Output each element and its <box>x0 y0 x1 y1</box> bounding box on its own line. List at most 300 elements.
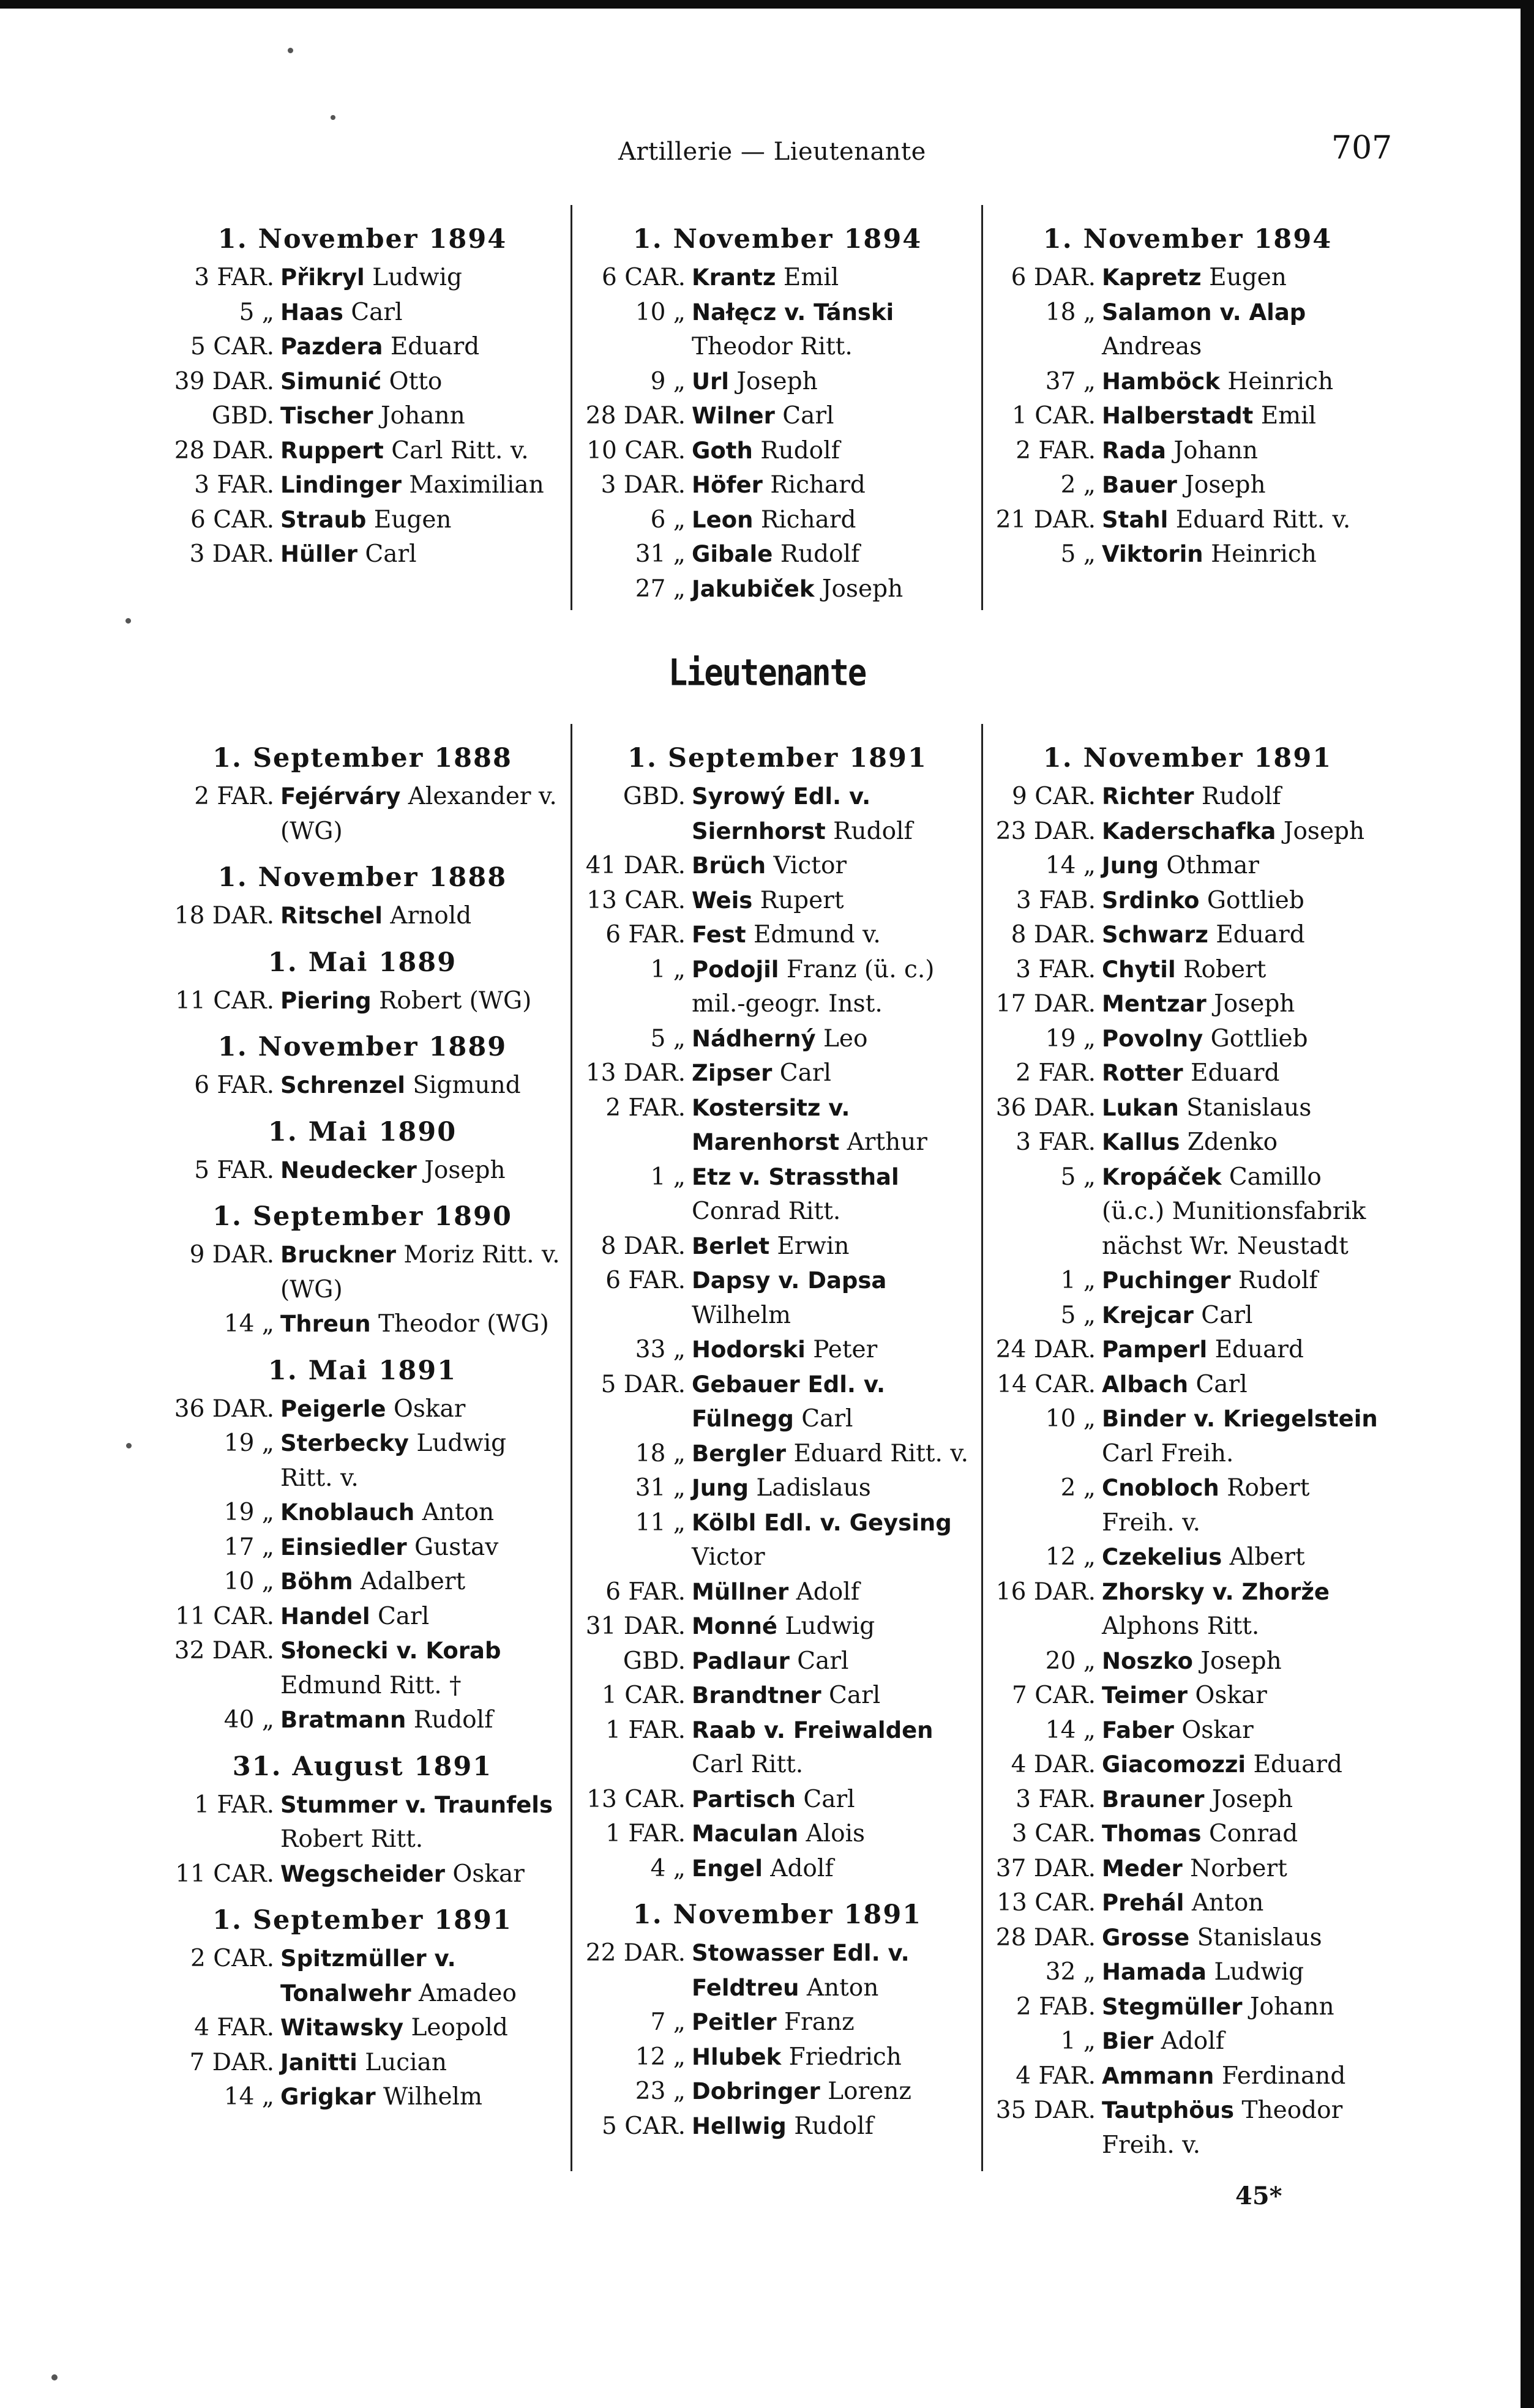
officer-given-name: Anton <box>806 1974 879 2002</box>
officer-given-name: Gustav <box>414 1533 499 1561</box>
officer-surname: Weis <box>692 887 753 914</box>
officer-surname: Srdinko <box>1102 887 1200 914</box>
officer-name <box>692 2040 973 2075</box>
officer-surname: Přikryl <box>280 264 365 291</box>
officer-entry <box>582 2005 973 2040</box>
officer-surname: Brandtner <box>692 1682 821 1709</box>
officer-name <box>1102 2093 1383 2163</box>
officer-name <box>692 1471 973 1506</box>
officer-surname: Ruppert <box>280 437 384 464</box>
officer-name <box>692 1679 973 1713</box>
unit-designation: 6 FAR. <box>605 921 686 949</box>
officer-surname: Wegscheider <box>280 1860 445 1887</box>
unit-designation: 37 DAR. <box>995 1854 1096 1882</box>
officer-entry <box>164 1565 561 1600</box>
officer-given-name: Zdenko <box>1187 1128 1278 1156</box>
officer-given-name: Eduard <box>390 333 480 360</box>
officer-surname: Monné <box>692 1613 778 1639</box>
officer-name <box>692 1852 973 1887</box>
officer-entry <box>992 1264 1383 1299</box>
officer-entry <box>582 1609 973 1644</box>
officer-surname: Raab v. Freiwalden <box>692 1717 933 1743</box>
officer-name <box>1102 1817 1383 1852</box>
officer-name <box>280 468 561 503</box>
officer-given-name: Rudolf <box>760 436 840 464</box>
unit-designation: 3 FAR. <box>194 264 274 291</box>
unit-designation: 23 DAR. <box>995 817 1096 845</box>
officer-entry <box>164 1307 561 1342</box>
officer-surname: Hlubek <box>692 2043 782 2070</box>
unit-designation: 3 FAR. <box>1016 1128 1096 1156</box>
scan-speck <box>125 618 131 624</box>
unit-designation: 2 FAR. <box>1016 1059 1096 1087</box>
unit-designation: 1 FAR. <box>605 1820 686 1847</box>
officer-entry <box>992 849 1383 884</box>
officer-name <box>692 1936 973 2005</box>
unit-designation: 11 CAR. <box>175 1860 274 1888</box>
officer-name <box>692 1056 973 1091</box>
officer-entry <box>582 2040 973 2075</box>
officer-name <box>692 1783 973 1817</box>
officer-surname: Cnobloch <box>1102 1475 1219 1501</box>
officer-entry <box>582 503 973 538</box>
unit-designation: 13 CAR. <box>586 1785 686 1813</box>
officer-entry <box>582 1091 973 1160</box>
officer-given-name: Leopold <box>411 2014 508 2041</box>
unit-designation: 6 FAR. <box>605 1267 686 1294</box>
officer-given-name: Eduard Ritt. v. <box>1175 505 1351 534</box>
unit-designation: 2 FAB. <box>1016 1992 1096 2021</box>
officer-name <box>280 261 561 296</box>
officer-given-name: Alphons Ritt. <box>1102 1612 1260 1640</box>
officer-entry <box>992 537 1383 572</box>
officer-surname: Albach <box>1102 1371 1189 1398</box>
officer-given-name: Richard <box>770 471 866 499</box>
officer-name <box>1102 261 1383 296</box>
officer-entry <box>992 434 1383 469</box>
officer-surname: Hamada <box>1102 1959 1207 1985</box>
scan-edge-right <box>1521 0 1534 2408</box>
unit-designation: GBD. <box>623 783 686 810</box>
officer-entry <box>992 918 1383 953</box>
unit-designation: 14 „ <box>223 1310 274 1338</box>
unit-designation: 40 „ <box>223 1706 274 1734</box>
officer-name <box>280 296 561 330</box>
officer-surname: Peitler <box>692 2009 777 2035</box>
officer-name <box>1102 2024 1383 2059</box>
officer-surname: Höfer <box>692 472 763 498</box>
unit-designation: 12 „ <box>635 2043 686 2071</box>
officer-entry <box>582 1229 973 1264</box>
officer-name <box>1102 468 1383 503</box>
unit-designation: 19 „ <box>223 1430 274 1457</box>
officer-entry <box>992 1852 1383 1887</box>
unit-designation: 9 DAR. <box>189 1241 274 1269</box>
unit-designation: 5 CAR. <box>190 333 274 360</box>
officer-entry <box>582 918 973 953</box>
officer-entry <box>582 1644 973 1679</box>
unit-designation: 1 „ <box>1060 2027 1096 2055</box>
unit-designation: 2 FAR. <box>605 1094 686 1122</box>
officer-entry <box>164 2080 561 2115</box>
unit-designation: 4 „ <box>650 1854 686 1882</box>
officer-name <box>280 899 561 934</box>
officer-entry <box>164 261 561 296</box>
officer-given-name: Rudolf <box>794 2112 874 2140</box>
officer-surname: Podojil <box>692 956 779 983</box>
officer-surname: Witawsky <box>280 2015 404 2041</box>
officer-entry <box>164 984 561 1019</box>
officer-name <box>692 399 973 434</box>
promotion-date-heading: 1. September 1888 <box>212 743 512 773</box>
officer-surname: Binder v. Kriegelstein <box>1102 1406 1378 1432</box>
officer-given-name: Eugen <box>1209 264 1287 291</box>
officer-name <box>1102 1402 1383 1471</box>
unit-designation: 20 „ <box>1045 1647 1096 1675</box>
officer-given-name: Andreas <box>1102 333 1202 360</box>
officer-given-name: Oskar <box>452 1860 525 1888</box>
officer-given-name: Carl Ritt. <box>692 1751 804 1778</box>
officer-name <box>692 1644 973 1679</box>
unit-designation: 1 „ <box>650 955 686 983</box>
unit-designation: 14 CAR. <box>997 1370 1096 1398</box>
officer-surname: Povolny <box>1102 1025 1203 1052</box>
unit-designation: 32 DAR. <box>174 1637 274 1664</box>
officer-surname: Mentzar <box>1102 991 1207 1017</box>
officer-surname: Pazdera <box>280 334 383 360</box>
unit-designation: 13 DAR. <box>585 1059 686 1087</box>
officer-surname: Bergler <box>692 1440 787 1467</box>
officer-entry <box>164 468 561 503</box>
officer-name <box>1102 365 1383 400</box>
officer-entry <box>164 1154 561 1188</box>
officer-name <box>692 296 973 365</box>
officer-given-name: Conrad Ritt. <box>692 1198 841 1225</box>
officer-entry <box>164 537 561 572</box>
officer-entry <box>992 780 1383 814</box>
officer-given-name: Joseph <box>1283 817 1365 845</box>
unit-designation: 28 DAR. <box>585 402 686 430</box>
unit-designation: 1 „ <box>650 1163 686 1191</box>
unit-designation: 14 „ <box>1045 852 1096 879</box>
unit-designation: 5 „ <box>1060 1163 1096 1191</box>
officer-given-name: Franz <box>784 2008 855 2036</box>
officer-entry <box>582 434 973 469</box>
unit-designation: 5 „ <box>1060 540 1096 568</box>
officer-name <box>692 1609 973 1644</box>
officer-surname: Haas <box>280 299 343 326</box>
officer-given-name: Conrad <box>1208 1820 1298 1847</box>
officer-surname: Hamböck <box>1102 368 1220 395</box>
officer-entry <box>164 330 561 365</box>
officer-entry <box>582 1679 973 1713</box>
list-column <box>582 740 973 2144</box>
officer-surname: Rada <box>1102 437 1166 464</box>
officer-entry <box>992 1091 1383 1126</box>
officer-entry <box>164 399 561 434</box>
officer-name <box>280 2080 561 2115</box>
officer-given-name: Joseph <box>1214 990 1295 1018</box>
promotion-date-heading: 1. November 1889 <box>217 1032 507 1062</box>
officer-entry <box>582 1437 973 1472</box>
officer-entry <box>164 1068 561 1103</box>
officer-given-name: Robert Freih. v. <box>1102 1474 1310 1537</box>
officer-name <box>1102 1056 1383 1091</box>
unit-designation: 31 DAR. <box>585 1612 686 1640</box>
officer-name <box>280 1426 561 1496</box>
officer-surname: Gibale <box>692 541 773 567</box>
officer-name <box>692 884 973 919</box>
unit-designation: 10 „ <box>223 1568 274 1595</box>
unit-designation: 33 „ <box>635 1336 686 1363</box>
officer-given-name: Emil <box>1260 402 1317 430</box>
officer-entry <box>164 1426 561 1496</box>
officer-given-name: Victor <box>773 852 847 879</box>
officer-name <box>280 2046 561 2081</box>
officer-surname: Stowasser Edl. v. Feldtreu <box>692 1940 910 2001</box>
officer-given-name: Wilhelm <box>692 1301 791 1329</box>
page-number: 707 <box>1331 130 1393 166</box>
unit-designation: 21 DAR. <box>995 505 1096 534</box>
officer-entry <box>992 296 1383 365</box>
officer-surname: Etz v. Strassthal <box>692 1163 899 1190</box>
unit-designation: 1 FAR. <box>605 1716 686 1744</box>
unit-designation: 11 „ <box>635 1508 686 1537</box>
officer-surname: Straub <box>280 506 367 533</box>
unit-designation: 6 CAR. <box>190 505 274 534</box>
officer-entry <box>582 1471 973 1506</box>
officer-name <box>692 2005 973 2040</box>
officer-surname: Lindinger <box>280 472 402 498</box>
unit-designation: 17 „ <box>223 1533 274 1561</box>
officer-entry <box>992 1125 1383 1160</box>
officer-entry <box>992 2024 1383 2059</box>
officer-entry <box>992 1471 1383 1540</box>
unit-designation: 18 DAR. <box>174 902 274 930</box>
officer-surname: Sterbecky <box>280 1430 409 1456</box>
officer-given-name: Ludwig <box>372 264 462 291</box>
officer-surname: Url <box>692 368 729 395</box>
officer-given-name: Gottlieb <box>1210 1024 1308 1053</box>
officer-given-name: Carl Ritt. v. <box>391 436 529 464</box>
officer-surname: Bier <box>1102 2028 1154 2054</box>
officer-name <box>1102 1471 1383 1540</box>
officer-surname: Threun <box>280 1311 371 1337</box>
officer-given-name: Alois <box>806 1820 866 1847</box>
unit-designation: 31 „ <box>635 540 686 568</box>
officer-name <box>280 1942 561 2011</box>
column-divider <box>981 724 983 2171</box>
unit-designation: 2 „ <box>1060 471 1096 499</box>
unit-designation: 3 CAR. <box>1012 1820 1096 1847</box>
officer-name <box>1102 434 1383 469</box>
officer-entry <box>582 1852 973 1887</box>
officer-surname: Lukan <box>1102 1094 1179 1121</box>
officer-entry <box>992 1299 1383 1333</box>
promotion-date-heading: 1. November 1894 <box>632 224 922 255</box>
officer-name <box>692 468 973 503</box>
officer-entry <box>992 1160 1383 1264</box>
officer-entry <box>164 1857 561 1892</box>
unit-designation: 11 CAR. <box>175 986 274 1015</box>
unit-designation: 17 DAR. <box>995 990 1096 1018</box>
officer-name <box>1102 1160 1383 1264</box>
officer-given-name: Carl <box>797 1647 849 1675</box>
officer-given-name: Carl <box>377 1602 430 1630</box>
officer-entry <box>582 884 973 919</box>
unit-designation: GBD. <box>623 1647 686 1675</box>
officer-given-name: Adolf <box>770 1854 834 1882</box>
officer-given-name: Eugen <box>373 505 452 534</box>
officer-name <box>692 1229 973 1264</box>
officer-given-name: Emil <box>783 264 839 291</box>
officer-surname: Jung <box>692 1475 749 1501</box>
officer-name <box>692 2074 973 2109</box>
officer-surname: Kapretz <box>1102 264 1202 291</box>
officer-surname: Goth <box>692 437 753 464</box>
officer-name <box>280 434 561 469</box>
officer-entry <box>164 365 561 400</box>
officer-surname: Maculan <box>692 1821 799 1847</box>
officer-entry <box>164 1600 561 1635</box>
officer-given-name: Robert (WG) <box>379 986 532 1015</box>
officer-surname: Janitti <box>280 2049 357 2076</box>
officer-given-name: Eduard <box>1214 1336 1304 1363</box>
officer-name <box>692 780 973 849</box>
officer-name <box>1102 884 1383 919</box>
officer-surname: Fest <box>692 922 746 948</box>
unit-designation: 1 CAR. <box>602 1682 686 1709</box>
officer-given-name: Theodor (WG) <box>378 1310 549 1338</box>
officer-given-name: Johann <box>1173 436 1259 464</box>
unit-designation: 35 DAR. <box>995 2097 1096 2124</box>
officer-given-name: Arthur <box>847 1128 927 1156</box>
running-header: Artillerie — Lieutenante <box>618 138 926 166</box>
officer-surname: Pamperl <box>1102 1336 1208 1363</box>
unit-designation: 1 CAR. <box>1012 402 1096 430</box>
officer-entry <box>164 503 561 538</box>
officer-given-name: Robert Ritt. <box>280 1825 424 1853</box>
unit-designation: 37 „ <box>1045 367 1096 395</box>
officer-given-name: Carl <box>779 1059 831 1087</box>
officer-surname: Handel <box>280 1603 370 1630</box>
officer-surname: Chytil <box>1102 956 1176 983</box>
officer-entry <box>582 1713 973 1783</box>
unit-designation: 9 „ <box>650 367 686 395</box>
officer-entry <box>992 1679 1383 1713</box>
unit-designation: 5 FAR. <box>194 1156 274 1184</box>
promotion-date-heading: 1. Mai 1890 <box>268 1116 457 1147</box>
officer-surname: Fejérváry <box>280 783 401 810</box>
officer-surname: Stummer v. Traunfels <box>280 1791 553 1818</box>
signature-mark: 45* <box>1235 2182 1282 2210</box>
officer-name <box>692 434 973 469</box>
officer-given-name: Anton <box>1191 1889 1264 1917</box>
officer-given-name: Theodor Ritt. <box>692 333 853 360</box>
officer-name <box>692 918 973 953</box>
officer-entry <box>582 365 973 400</box>
officer-surname: Hüller <box>280 541 358 567</box>
officer-entry <box>582 780 973 849</box>
officer-surname: Jung <box>1102 852 1159 879</box>
unit-designation: 6 FAR. <box>194 1072 274 1099</box>
officer-given-name: Eduard <box>1253 1751 1342 1778</box>
officer-entry <box>582 537 973 572</box>
officer-given-name: Ferdinand <box>1221 2062 1346 2090</box>
officer-name <box>692 1160 973 1229</box>
unit-designation: 13 CAR. <box>997 1889 1096 1917</box>
officer-name <box>1102 1264 1383 1299</box>
officer-entry <box>582 1783 973 1817</box>
unit-designation: 24 DAR. <box>995 1336 1096 1363</box>
officer-surname: Spitzmüller v. Tonalwehr <box>280 1945 456 2007</box>
officer-given-name: Edmund v. <box>754 921 881 949</box>
officer-entry <box>582 1022 973 1057</box>
officer-surname: Neudecker <box>280 1157 417 1183</box>
officer-given-name: Arnold <box>390 902 472 930</box>
officer-name <box>1102 1540 1383 1575</box>
officer-name <box>692 1333 973 1368</box>
officer-given-name: Adolf <box>1161 2027 1225 2055</box>
officer-entry <box>992 1575 1383 1644</box>
unit-designation: 36 DAR. <box>174 1395 274 1423</box>
officer-given-name: Joseph <box>736 367 818 395</box>
officer-given-name: Joseph <box>1211 1785 1293 1813</box>
unit-designation: 3 DAR. <box>601 471 686 499</box>
officer-surname: Tischer <box>280 403 373 429</box>
officer-entry <box>582 1575 973 1610</box>
officer-entry <box>582 2109 973 2144</box>
officer-entry <box>164 780 561 849</box>
unit-designation: 19 „ <box>223 1499 274 1526</box>
officer-surname: Grigkar <box>280 2084 376 2110</box>
officer-given-name: Stanislaus <box>1197 1923 1322 1951</box>
officer-entry <box>582 296 973 365</box>
officer-given-name: Wilhelm <box>383 2083 483 2111</box>
officer-surname: Ritschel <box>280 903 383 929</box>
officer-surname: Gebauer Edl. v. Fülnegg <box>692 1371 886 1432</box>
scan-speck <box>331 115 335 120</box>
officer-given-name: Joseph <box>424 1156 506 1184</box>
officer-surname: Brauner <box>1102 1786 1205 1813</box>
officer-entry <box>164 1788 561 1857</box>
officer-entry <box>582 1368 973 1437</box>
officer-name <box>1102 1748 1383 1783</box>
unit-designation: 10 CAR. <box>586 436 686 464</box>
unit-designation: 7 „ <box>650 2008 686 2036</box>
officer-given-name: Rudolf <box>413 1706 493 1734</box>
list-column <box>992 222 1383 572</box>
officer-entry <box>992 1540 1383 1575</box>
unit-designation: 36 DAR. <box>995 1094 1096 1122</box>
officer-surname: Jakubiček <box>692 575 815 602</box>
officer-name <box>1102 1022 1383 1057</box>
unit-designation: 3 FAR. <box>1016 955 1096 983</box>
officer-given-name: Lucian <box>365 2048 447 2076</box>
officer-entry <box>992 261 1383 296</box>
officer-name <box>692 261 973 296</box>
promotion-date-heading: 1. Mai 1891 <box>268 1355 457 1386</box>
officer-name <box>1102 849 1383 884</box>
officer-given-name: Oskar <box>1181 1716 1254 1744</box>
officer-surname: Nádherný <box>692 1025 816 1052</box>
officer-entry <box>992 1955 1383 1990</box>
officer-name <box>280 503 561 538</box>
promotion-date-heading: 1. September 1891 <box>212 1905 512 1936</box>
officer-surname: Hodorski <box>692 1336 806 1363</box>
officer-entry <box>992 365 1383 400</box>
officer-entry <box>992 1817 1383 1852</box>
